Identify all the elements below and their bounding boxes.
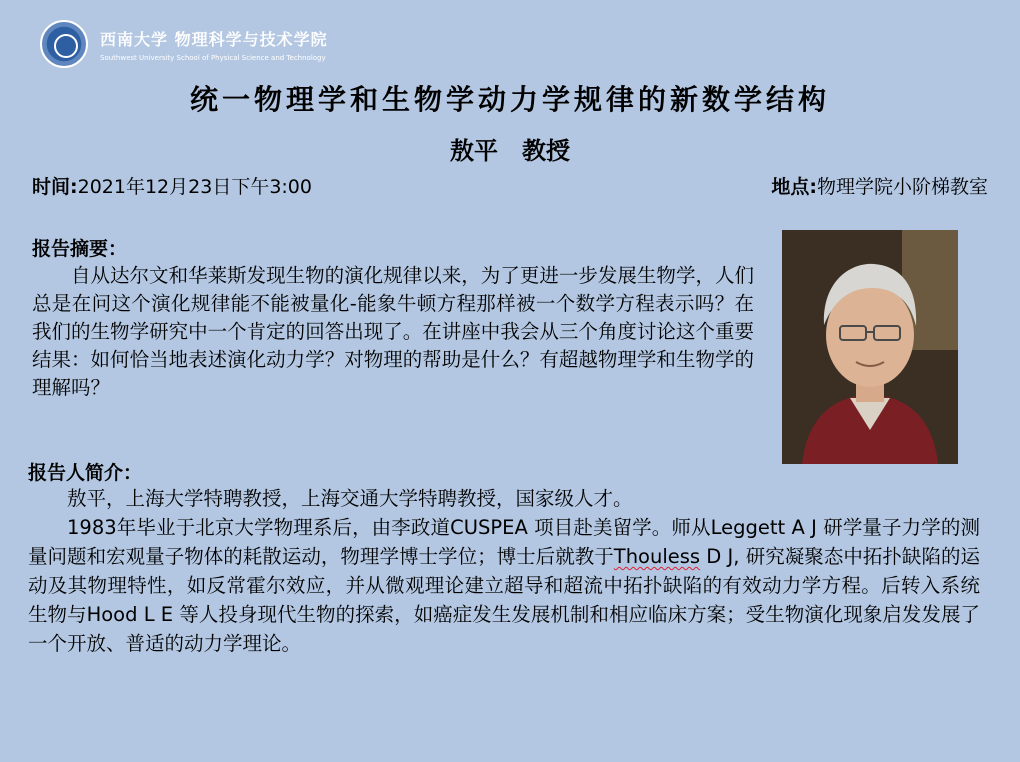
bio-paragraph-1: 敖平，上海大学特聘教授，上海交通大学特聘教授，国家级人才。 <box>67 487 633 510</box>
bio-text <box>28 484 980 658</box>
logo-chinese-name: 西南大学 物理科学与技术学院 <box>100 29 328 49</box>
speaker-photo <box>782 230 958 464</box>
abstract-heading: 报告摘要： <box>32 238 128 260</box>
lecture-title: 统一物理学和生物学动力学规律的新数学结构 <box>189 83 830 116</box>
time-value: 2021年12月23日下午3:00 <box>77 176 312 198</box>
bio-advisor-name: Thouless <box>613 545 701 568</box>
time-label: 时间: <box>32 176 78 198</box>
place-value: 物理学院小阶梯教室 <box>816 176 988 198</box>
university-seal-icon <box>40 20 88 68</box>
place-label: 地点: <box>771 176 817 198</box>
speaker-portrait-icon <box>782 230 958 464</box>
bio-paragraph-2-part-b: D J, 研究凝聚态中拓扑缺陷的运动及其物理特性，如反常霍尔效应，并从微观理论建立超导和超流中拓扑缺陷的有效动力学方程。后转入系统生物与Hood L E 等人投身现代生物的探索，如癌症发生发展机制和相应临床方案；受生物演化现象启发发展了一个开放、普适的动力学理论。 <box>28 545 980 655</box>
bio-paragraph-2-part-a: 1983年毕业于北京大学物理系后，由李政道CUSPEA 项目赴美留学。师从Leggett A J 研学量子力学的测量问题和宏观量子物体的耗散运动，物理学博士学位；博士后就教于 <box>28 516 980 568</box>
bio-paragraph-2 <box>28 513 980 658</box>
time-line <box>32 172 312 199</box>
speaker-name: 敖平 教授 <box>450 136 570 165</box>
logo-text <box>100 27 328 62</box>
logo-english-name: Southwest University School of Physical Science and Technology <box>100 53 326 62</box>
abstract-text: 自从达尔文和华莱斯发现生物的演化规律以来，为了更进一步发展生物学，人们总是在问这个演化规律能不能被量化-能象牛顿方程那样被一个数学方程表示吗？在我们的生物学研究中一个肯定的回答出现了。在讲座中我会从三个角度讨论这个重要结果：如何恰当地表述演化动力学？对物理的帮助是什么？有超越物理学和生物学的理解吗？ <box>32 264 754 399</box>
university-logo <box>40 20 328 68</box>
bio-heading: 报告人简介： <box>28 462 143 484</box>
place-line <box>771 172 988 199</box>
